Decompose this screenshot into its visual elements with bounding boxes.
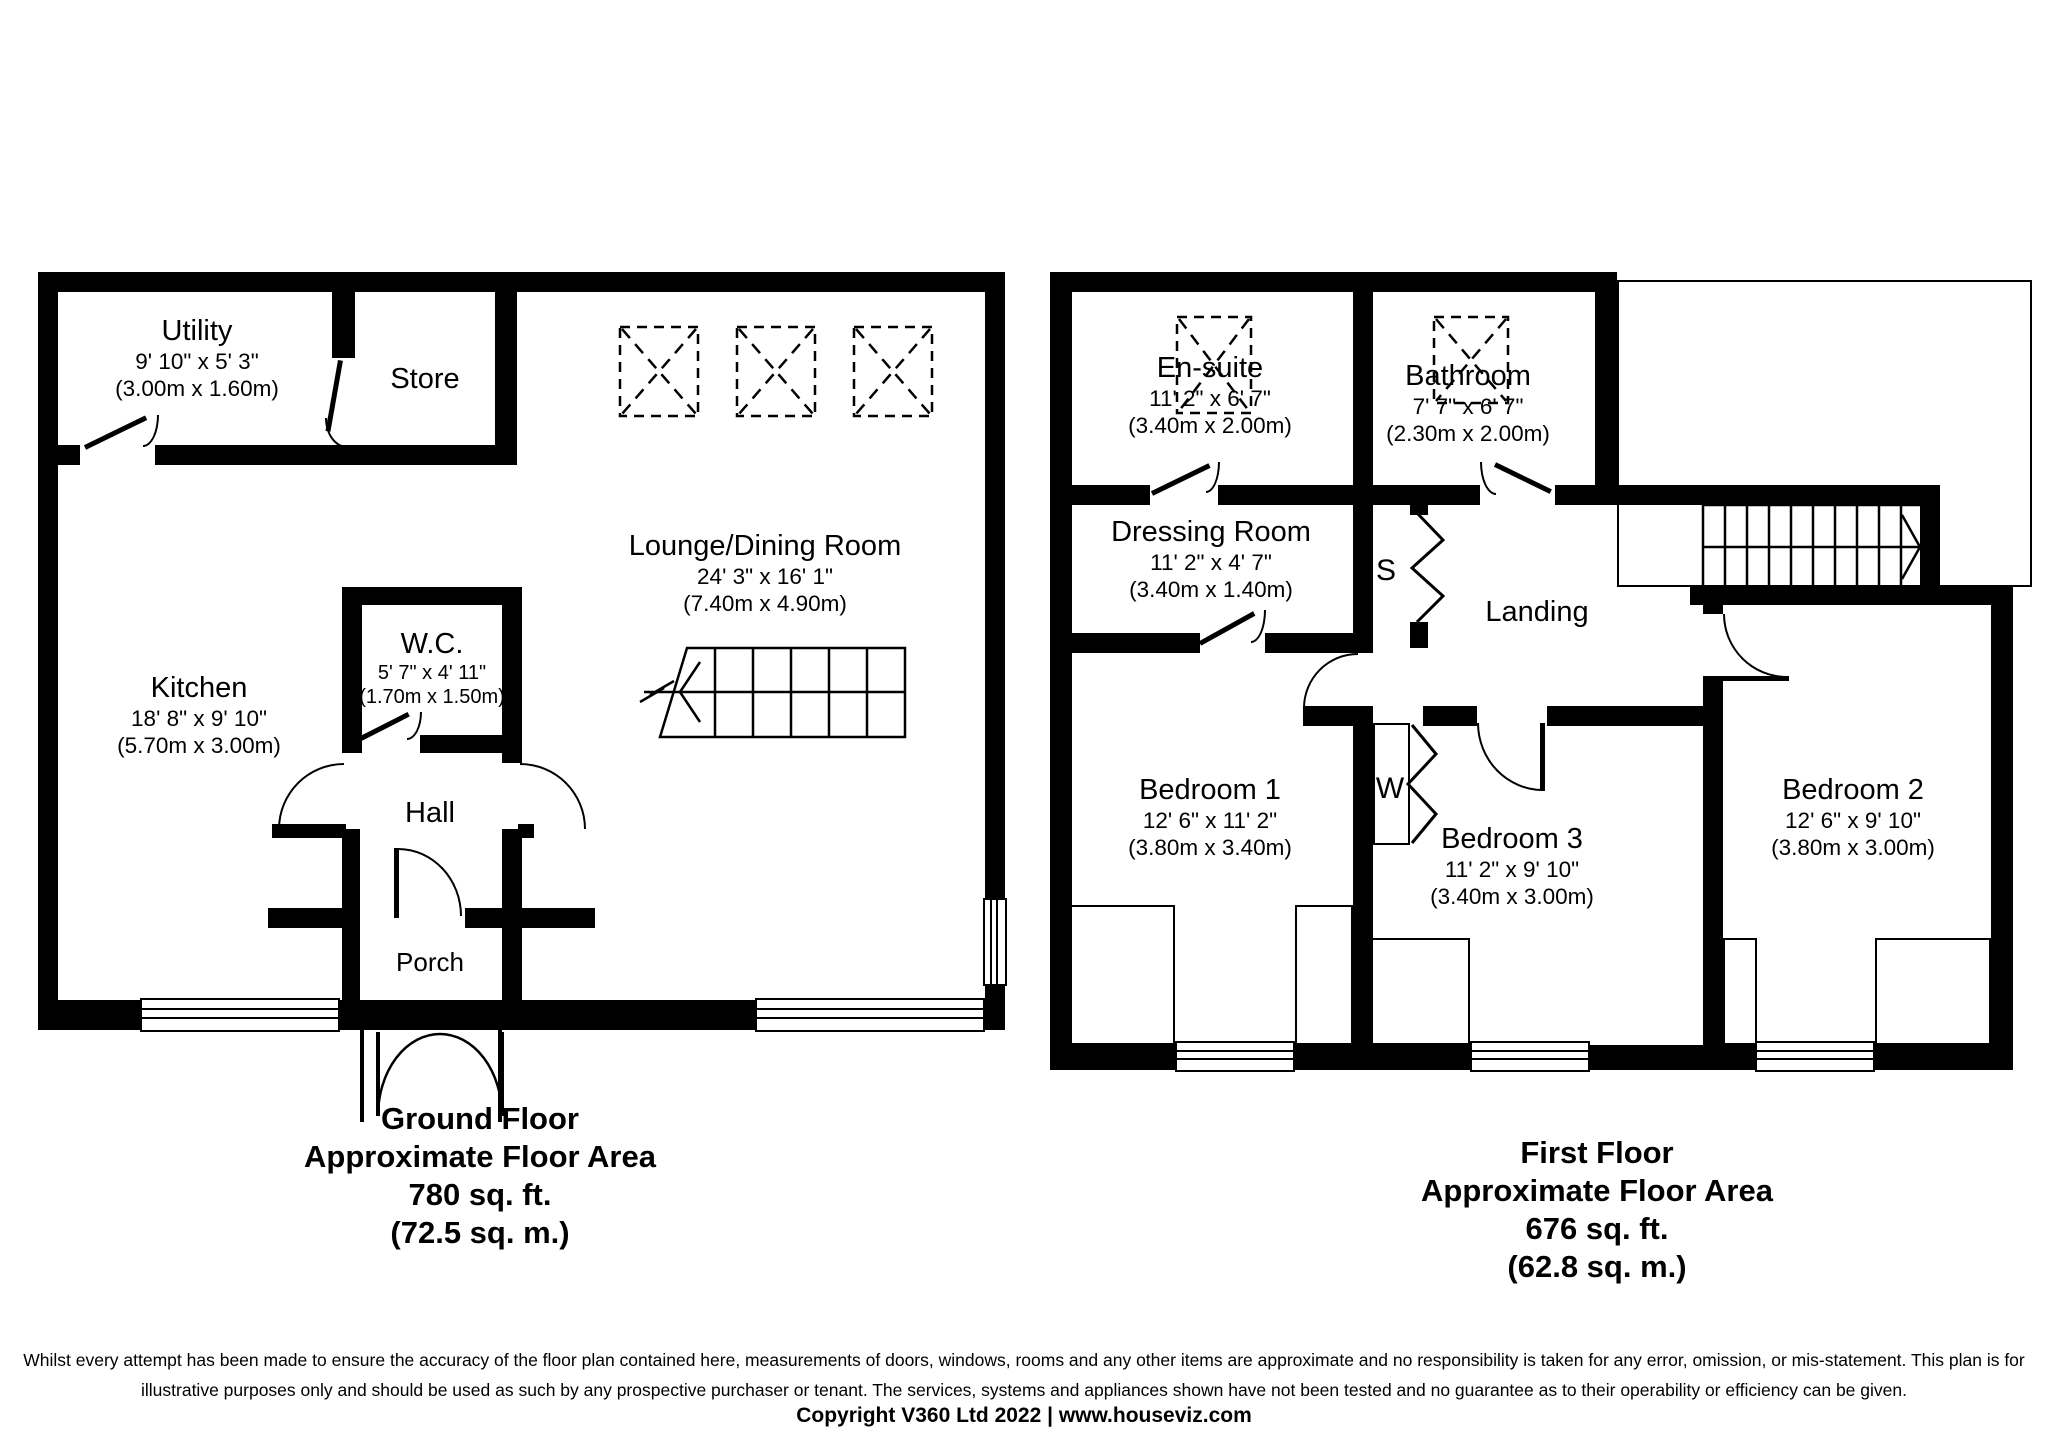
recess-outline bbox=[1723, 938, 1757, 1045]
room-name: W.C. bbox=[400, 628, 464, 660]
room-label-store bbox=[390, 363, 459, 396]
room-dim-imperial: 11' 2" x 4' 7" bbox=[1150, 550, 1272, 575]
room-name: Lounge/Dining Room bbox=[628, 530, 902, 562]
room-name: Bedroom 1 bbox=[1139, 774, 1281, 806]
room-dim-metric: (2.30m x 2.00m) bbox=[1386, 421, 1550, 446]
room-dim-metric: (3.80m x 3.00m) bbox=[1771, 835, 1935, 860]
wall bbox=[332, 292, 355, 358]
staircase bbox=[630, 640, 920, 745]
room-label-bed2 bbox=[1771, 774, 1935, 861]
room-name: Landing bbox=[1485, 596, 1589, 628]
door-leaf bbox=[1494, 462, 1552, 494]
room-label-ensuite bbox=[1128, 352, 1292, 439]
door-arc bbox=[143, 415, 159, 447]
recess-outline bbox=[1367, 938, 1470, 1045]
door-leaf bbox=[1540, 723, 1545, 791]
window bbox=[1470, 1041, 1590, 1072]
wall bbox=[495, 292, 517, 462]
room-dim-imperial: 5' 7" x 4' 11" bbox=[377, 662, 487, 684]
window bbox=[983, 898, 1007, 986]
skylight-symbol bbox=[618, 325, 700, 418]
disclaimer-line-1: Whilst every attempt has been made to ensure the accuracy of the floor plan contained here, measurements of doors, windows, rooms and any other items are approximate and no responsibility is taken for any error, omission, or mis-statement. This plan is for bbox=[23, 1350, 2025, 1370]
wardrobe-label: W bbox=[1375, 772, 1405, 805]
room-label-landing bbox=[1485, 596, 1588, 629]
wall bbox=[38, 272, 1005, 292]
wall bbox=[342, 587, 522, 605]
staircase bbox=[1695, 495, 1930, 615]
room-dim-metric: (3.40m x 3.00m) bbox=[1430, 884, 1594, 909]
room-name: Bedroom 2 bbox=[1782, 774, 1924, 806]
ground-floor-caption bbox=[304, 1100, 656, 1252]
door-leaf bbox=[1199, 611, 1256, 645]
copyright-line: Copyright V360 Ltd 2022 | www.houseviz.com bbox=[796, 1404, 1252, 1427]
wall bbox=[58, 445, 80, 465]
wall bbox=[1072, 633, 1200, 653]
floor-area-ft: 676 sq. ft. bbox=[1525, 1211, 1669, 1246]
door-arc bbox=[325, 418, 347, 448]
room-name: Bedroom 3 bbox=[1441, 823, 1583, 855]
room-label-dressing bbox=[1111, 516, 1311, 603]
room-name: Dressing Room bbox=[1111, 516, 1311, 548]
room-label-bed3 bbox=[1430, 823, 1594, 910]
recess-outline bbox=[1875, 938, 1991, 1045]
door-arc bbox=[1480, 462, 1496, 495]
room-label-hall bbox=[405, 797, 455, 830]
room-name: En-suite bbox=[1156, 352, 1264, 384]
window bbox=[1755, 1041, 1875, 1072]
floor-title: Ground Floor bbox=[380, 1101, 580, 1136]
first-floor-caption bbox=[1421, 1134, 1773, 1286]
wall bbox=[465, 908, 595, 928]
floor-area-ft: 780 sq. ft. bbox=[408, 1177, 552, 1212]
door-arc bbox=[1723, 614, 1787, 678]
door-arc bbox=[1251, 610, 1266, 643]
archway-arc bbox=[1303, 653, 1358, 708]
room-dim-imperial: 11' 2" x 9' 10" bbox=[1444, 857, 1580, 882]
store-cupboard-label: S bbox=[1375, 554, 1397, 587]
room-label-porch bbox=[396, 946, 464, 979]
room-name: Bathroom bbox=[1405, 360, 1531, 392]
floor-area-m: (72.5 sq. m.) bbox=[390, 1215, 570, 1250]
room-label-wc bbox=[359, 628, 505, 709]
room-name: Kitchen bbox=[150, 672, 248, 704]
wall bbox=[1072, 485, 1150, 505]
room-dim-imperial: 12' 6" x 11' 2" bbox=[1142, 808, 1278, 833]
door-leaf bbox=[84, 415, 147, 449]
wall bbox=[1547, 706, 1703, 726]
room-dim-metric: (1.70m x 1.50m) bbox=[359, 686, 505, 708]
wall bbox=[1218, 485, 1353, 505]
room-dim-imperial: 7' 7" x 6' 7" bbox=[1412, 394, 1524, 419]
archway-arc bbox=[278, 763, 344, 829]
window bbox=[1175, 1041, 1295, 1072]
room-dim-metric: (3.00m x 1.60m) bbox=[115, 376, 279, 401]
door-arc bbox=[1477, 723, 1543, 791]
room-dim-imperial: 12' 6" x 9' 10" bbox=[1785, 808, 1921, 833]
wall bbox=[420, 735, 522, 753]
room-dim-metric: (5.70m x 3.00m) bbox=[117, 733, 281, 758]
room-dim-metric: (7.40m x 4.90m) bbox=[683, 591, 847, 616]
wall bbox=[155, 445, 517, 465]
floor-subtitle: Approximate Floor Area bbox=[1421, 1173, 1773, 1208]
skylight-symbol bbox=[735, 325, 817, 418]
room-label-bed1 bbox=[1128, 774, 1292, 861]
bifold-door bbox=[1405, 505, 1455, 630]
wall bbox=[1353, 292, 1373, 653]
wall bbox=[1595, 292, 1617, 505]
recess-outline bbox=[1295, 905, 1353, 1045]
window bbox=[140, 998, 340, 1032]
wall bbox=[1265, 633, 1373, 653]
door-arc bbox=[398, 848, 462, 916]
wall bbox=[38, 272, 58, 1030]
room-dim-metric: (3.40m x 1.40m) bbox=[1129, 577, 1293, 602]
room-dim-imperial: 18' 8" x 9' 10" bbox=[131, 706, 267, 731]
wall bbox=[1703, 676, 1723, 1045]
door-leaf bbox=[356, 712, 410, 743]
room-dim-imperial: 9' 10" x 5' 3" bbox=[135, 349, 259, 374]
room-label-kitchen bbox=[117, 672, 281, 759]
room-label-utility bbox=[115, 315, 279, 402]
room-name: Porch bbox=[396, 947, 464, 977]
door-leaf bbox=[1151, 463, 1211, 496]
disclaimer-line-2: illustrative purposes only and should be used as such by any prospective purchaser or tenant. The services, systems and appliances shown have not been tested and no guarantee as to their operability or efficiency can be given. bbox=[141, 1380, 1907, 1400]
room-name: Utility bbox=[161, 315, 233, 347]
floor-area-m: (62.8 sq. m.) bbox=[1507, 1249, 1687, 1284]
wall bbox=[1991, 585, 2013, 1070]
wall bbox=[268, 908, 356, 928]
wall bbox=[1050, 272, 1617, 292]
skylight-symbol bbox=[852, 325, 934, 418]
room-label-lounge bbox=[629, 530, 901, 617]
archway-arc bbox=[520, 763, 586, 829]
recess-outline bbox=[1063, 905, 1175, 1045]
room-label-bathroom bbox=[1386, 360, 1550, 447]
room-dim-metric: (3.40m x 2.00m) bbox=[1128, 413, 1292, 438]
room-dim-imperial: 24' 3" x 16' 1" bbox=[697, 564, 833, 589]
room-name: Hall bbox=[405, 797, 455, 829]
window bbox=[755, 998, 985, 1032]
floor-title: First Floor bbox=[1520, 1135, 1674, 1170]
room-name: Store bbox=[390, 363, 460, 395]
room-dim-imperial: 11' 2" x 6' 7" bbox=[1149, 386, 1271, 411]
room-dim-metric: (3.80m x 3.40m) bbox=[1128, 835, 1292, 860]
floor-subtitle: Approximate Floor Area bbox=[304, 1139, 656, 1174]
